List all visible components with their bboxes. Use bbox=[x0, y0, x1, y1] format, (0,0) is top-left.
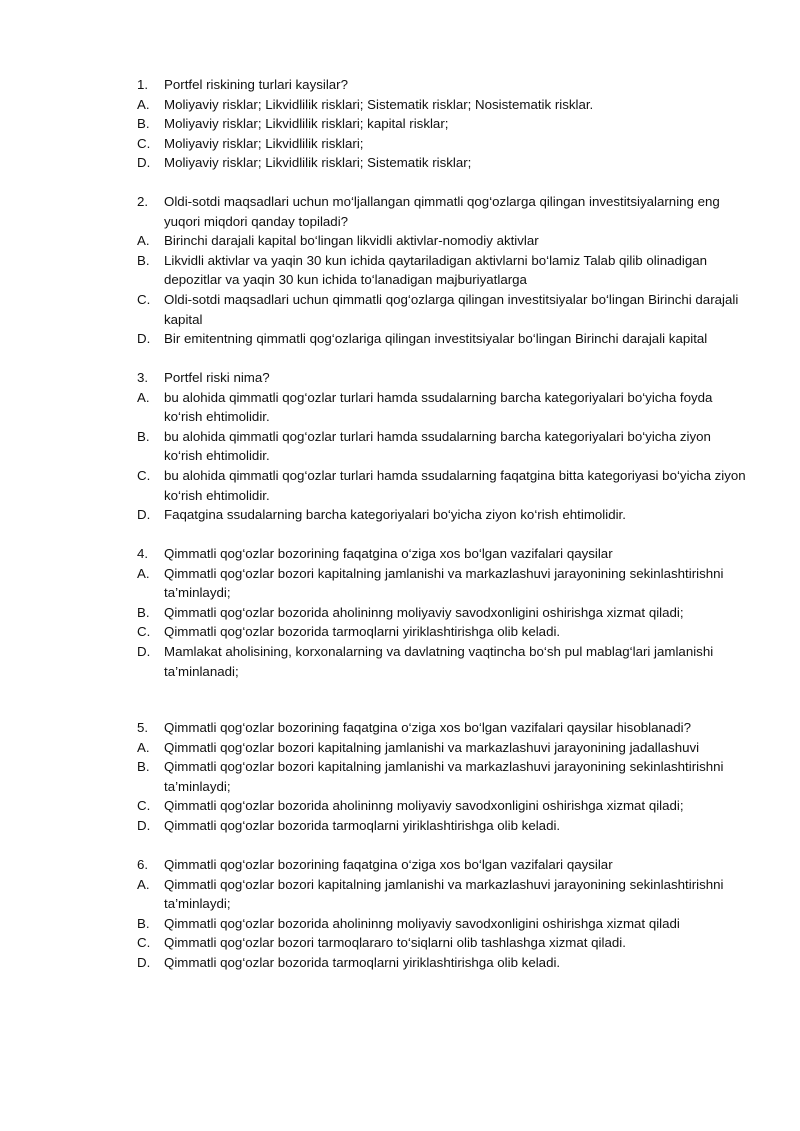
option-text: Qimmatli qog‘ozlar bozori kapitalning jamlanishi va markazlashuvi jarayonining sekinlashtirishni ta’minlaydi; bbox=[164, 876, 724, 912]
answer-option-c bbox=[137, 933, 749, 953]
answer-option-b bbox=[137, 114, 749, 134]
option-label: B. bbox=[137, 428, 150, 444]
answer-option-c bbox=[137, 134, 749, 154]
question-stem bbox=[137, 855, 749, 875]
option-label: A. bbox=[137, 565, 150, 581]
question-4 bbox=[137, 544, 749, 681]
option-label: B. bbox=[137, 604, 150, 620]
answer-option-d bbox=[137, 153, 749, 173]
option-text: Qimmatli qog‘ozlar bozori kapitalning jamlanishi va markazlashuvi jarayonining sekinlashtirishni ta’minlaydi; bbox=[164, 759, 724, 794]
option-label: A. bbox=[137, 739, 150, 755]
question-text: Portfel riski nima? bbox=[164, 370, 270, 385]
answer-option-d bbox=[137, 816, 749, 836]
option-text: Mamlakat aholisining, korxonalarning va davlatning vaqtincha bo‘sh pul mablag‘lari jamlanishi ta’minlanadi; bbox=[164, 643, 714, 679]
question-1 bbox=[137, 75, 749, 173]
option-text: Qimmatli qog‘ozlar bozori tarmoqlararo to‘siqlarni olib tashlashga xizmat qiladi. bbox=[164, 935, 626, 951]
option-label: D. bbox=[137, 507, 151, 523]
answer-option-a bbox=[137, 388, 749, 427]
question-stem bbox=[137, 718, 749, 738]
option-label: B. bbox=[137, 759, 150, 775]
question-number: 6. bbox=[137, 857, 149, 872]
option-label: C. bbox=[137, 798, 151, 814]
option-text: Qimmatli qog‘ozlar bozori kapitalning jamlanishi va markazlashuvi jarayonining jadallashuvi bbox=[164, 739, 700, 755]
question-number: 5. bbox=[137, 720, 149, 735]
question-stem bbox=[137, 368, 749, 388]
answer-option-b bbox=[137, 251, 749, 290]
option-label: D. bbox=[137, 331, 151, 347]
answer-option-a bbox=[137, 875, 749, 914]
answer-option-b bbox=[137, 914, 749, 934]
option-text: Bir emitentning qimmatli qog‘ozlariga qilingan investitsiyalar bo‘lingan Birinchi darajali kapital bbox=[164, 331, 708, 347]
question-stem bbox=[137, 75, 749, 95]
option-text: Qimmatli qog‘ozlar bozorida tarmoqlarni yiriklashtirishga olib keladi. bbox=[164, 954, 561, 970]
question-number: 2. bbox=[137, 194, 149, 209]
option-text: bu alohida qimmatli qog‘ozlar turlari hamda ssudalarning barcha kategoriyalari bo‘yicha ziyon ko‘rish ehtimolidir. bbox=[164, 428, 711, 464]
question-5 bbox=[137, 718, 749, 836]
answer-option-b bbox=[137, 427, 749, 466]
question-text: Portfel riskining turlari kaysilar? bbox=[164, 77, 349, 92]
question-number: 1. bbox=[137, 77, 149, 92]
option-text: Qimmatli qog‘ozlar bozorida aholininng moliyaviy savodxonligini oshirishga xizmat qiladi; bbox=[164, 604, 684, 620]
option-label: D. bbox=[137, 817, 151, 833]
answer-option-c bbox=[137, 622, 749, 642]
option-label: B. bbox=[137, 116, 150, 132]
question-3 bbox=[137, 368, 749, 525]
answer-option-b bbox=[137, 757, 749, 796]
option-text: Birinchi darajali kapital bo‘lingan likvidli aktivlar-nomodiy aktivlar bbox=[164, 233, 539, 249]
question-2 bbox=[137, 192, 749, 349]
option-label: A. bbox=[137, 876, 150, 892]
answer-option-c bbox=[137, 466, 749, 505]
option-text: Moliyaviy risklar; Likvidlilik risklari; kapital risklar; bbox=[164, 116, 449, 132]
option-text: Qimmatli qog‘ozlar bozori kapitalning jamlanishi va markazlashuvi jarayonining sekinlashtirishni ta’minlaydi; bbox=[164, 565, 724, 601]
option-label: A. bbox=[137, 233, 150, 249]
option-label: A. bbox=[137, 96, 150, 112]
option-text: Oldi-sotdi maqsadlari uchun qimmatli qog‘ozlarga qilingan investitsiyalar bo‘lingan Birinchi darajali kapital bbox=[164, 291, 739, 327]
option-text: Moliyaviy risklar; Likvidlilik risklari; Sistematik risklar; bbox=[164, 155, 472, 171]
option-label: B. bbox=[137, 252, 150, 268]
option-label: C. bbox=[137, 624, 151, 640]
question-text: Oldi-sotdi maqsadlari uchun mo‘ljallangan qimmatli qog‘ozlarga qilingan investitsiyalarning eng yuqori miqdori qanday topiladi? bbox=[164, 194, 720, 229]
answer-option-d bbox=[137, 505, 749, 525]
answer-option-d bbox=[137, 329, 749, 349]
answer-option-a bbox=[137, 231, 749, 251]
option-label: D. bbox=[137, 954, 151, 970]
answer-option-a bbox=[137, 95, 749, 115]
question-stem bbox=[137, 544, 749, 564]
option-text: bu alohida qimmatli qog‘ozlar turlari hamda ssudalarning faqatgina bitta kategoriyasi bo‘yicha ziyon ko‘rish ehtimolidir. bbox=[164, 467, 746, 503]
question-text: Qimmatli qog‘ozlar bozorining faqatgina o‘ziga xos bo‘lgan vazifalari qaysilar bbox=[164, 857, 613, 872]
option-text: Qimmatli qog‘ozlar bozorida tarmoqlarni yiriklashtirishga olib keladi. bbox=[164, 624, 561, 640]
option-text: Moliyaviy risklar; Likvidlilik risklari; Sistematik risklar; Nosistematik risklar. bbox=[164, 96, 594, 112]
option-label: C. bbox=[137, 467, 151, 483]
option-text: Likvidli aktivlar va yaqin 30 kun ichida qaytariladigan aktivlarni bo‘lamiz Talab qilib olinadigan depozitlar va yaqin 30 kun ichida to‘lanadigan majburiyatlarga bbox=[164, 252, 708, 288]
option-text: Qimmatli qog‘ozlar bozorida aholininng moliyaviy savodxonligini oshirishga xizmat qiladi bbox=[164, 915, 680, 931]
answer-option-b bbox=[137, 603, 749, 623]
option-text: Faqatgina ssudalarning barcha kategoriyalari bo‘yicha ziyon ko‘rish ehtimolidir. bbox=[164, 507, 626, 523]
question-stem bbox=[137, 192, 749, 231]
option-label: D. bbox=[137, 155, 151, 171]
answer-option-a bbox=[137, 738, 749, 758]
answer-option-c bbox=[137, 796, 749, 816]
answer-option-d bbox=[137, 642, 749, 681]
question-text: Qimmatli qog‘ozlar bozorining faqatgina o‘ziga xos bo‘lgan vazifalari qaysilar bbox=[164, 546, 613, 561]
option-label: D. bbox=[137, 643, 151, 659]
option-text: Qimmatli qog‘ozlar bozorida aholininng moliyaviy savodxonligini oshirishga xizmat qiladi; bbox=[164, 798, 684, 814]
option-label: B. bbox=[137, 915, 150, 931]
question-6 bbox=[137, 855, 749, 973]
answer-option-d bbox=[137, 953, 749, 973]
option-label: C. bbox=[137, 291, 151, 307]
option-text: bu alohida qimmatli qog‘ozlar turlari hamda ssudalarning barcha kategoriyalari bo‘yicha foyda ko‘rish ehtimolidir. bbox=[164, 389, 713, 425]
option-label: C. bbox=[137, 135, 151, 151]
answer-option-c bbox=[137, 290, 749, 329]
question-number: 3. bbox=[137, 370, 149, 385]
answer-option-a bbox=[137, 564, 749, 603]
option-text: Moliyaviy risklar; Likvidlilik risklari; bbox=[164, 135, 364, 151]
option-label: A. bbox=[137, 389, 150, 405]
question-text: Qimmatli qog‘ozlar bozorining faqatgina o‘ziga xos bo‘lgan vazifalari qaysilar hisoblanadi? bbox=[164, 720, 691, 735]
option-text: Qimmatli qog‘ozlar bozorida tarmoqlarni yiriklashtirishga olib keladi. bbox=[164, 817, 561, 833]
option-label: C. bbox=[137, 935, 151, 951]
question-number: 4. bbox=[137, 546, 149, 561]
